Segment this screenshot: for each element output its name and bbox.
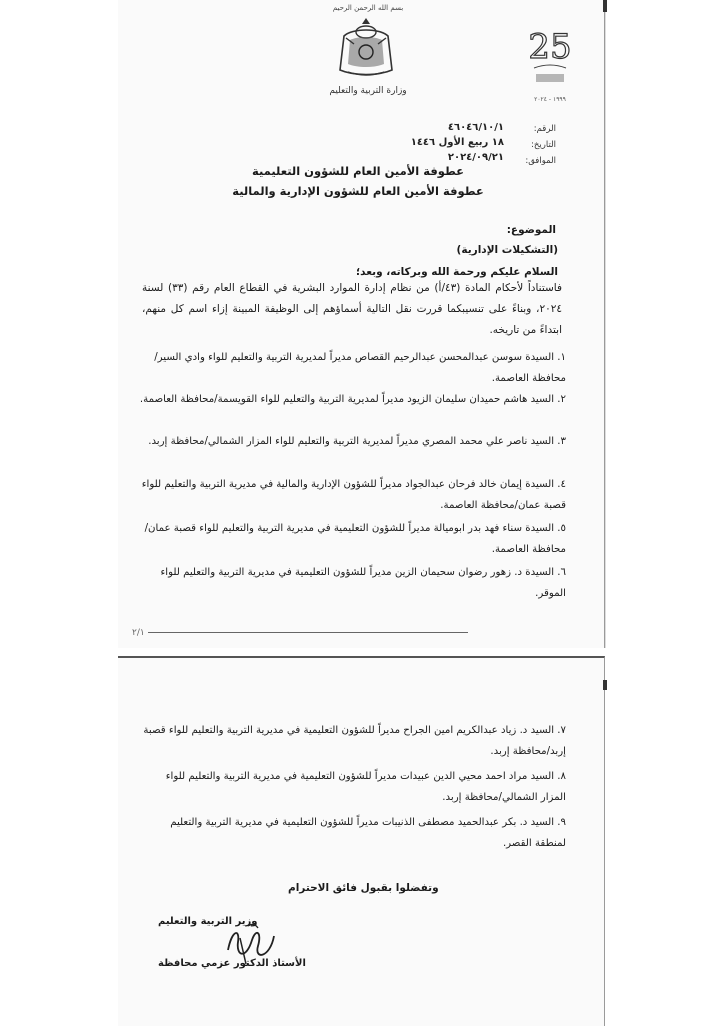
logo-years: ١٩٩٩ - ٢٠٢٤ <box>534 96 566 103</box>
ref-value: ٤٦٠٤٦/١٠/١ <box>447 122 504 133</box>
list-item-2: ٢. السيد هاشم حميدان سليمان الزيود مديراً لمديرية التربية والتعليم للواء القويسمة/محافظة العاصمة. <box>139 394 566 405</box>
intro-paragraph: فاستناداً لأحكام المادة (٤٣/أ) من نظام إدارة الموارد البشرية في القطاع العام رقم (٣٣) لسنة ٢٠٢٤، وبناءً على تنسيبكما قررت نقل التالية أسماؤهم إلى الوظيفة المبينة إزاء اسم كل منهم، ابتداءً من تاريخه. <box>142 282 563 336</box>
list-item-4: ٤. السيدة إيمان خالد فرحان عبدالجواد مديراً للشؤون الإدارية والمالية في مديرية التربية والتعليم للواء قصبة عمان/محافظة العاصمة. <box>141 479 566 511</box>
date-value: ١٨ ربيع الأول ١٤٤٦ <box>410 137 504 148</box>
logo-number-text: 25 <box>528 27 572 67</box>
list-item-9: ٩. السيد د. بكر عبدالحميد مصطفى الذنيبات مديراً للشؤون التعليمية في مديرية التربية والتعليم لمنطقة القصر. <box>170 817 566 849</box>
list-item-1: ١. السيدة سوسن عبدالمحسن عبدالرحيم القصاص مديراً لمديرية التربية والتعليم للواء وادي السير/محافظة العاصمة. <box>154 352 566 384</box>
ministry-name: وزارة التربية والتعليم <box>329 86 407 96</box>
greg-date-label: الموافق: <box>525 156 556 166</box>
list-item-8: ٨. السيد مراد احمد محيي الدين عبيدات مديراً للشؤون التعليمية في مديرية التربية والتعليم للواء المزار الشمالي/محافظة إربد. <box>165 771 566 803</box>
page-edge-mark <box>603 0 607 12</box>
letter-page-1 <box>118 0 605 648</box>
page-edge-mark <box>603 680 607 690</box>
page-number: ٢/١ <box>132 628 145 638</box>
greeting: السلام عليكم ورحمة الله وبركاته، وبعد؛ <box>355 266 558 278</box>
list-item-7: ٧. السيد د. زياد عبدالكريم امين الجراح مديراً للشؤون التعليمية في مديرية التربية والتعليم للواء قصبة إربد/محافظة إربد. <box>143 725 566 757</box>
jordan-crest-logo <box>330 14 402 80</box>
footer-divider <box>148 632 468 633</box>
list-item-5: ٥. السيدة سناء فهد بدر ابوميالة مديراً للشؤون التعليمية في مديرية التربية والتعليم للواء قصبة عمان/محافظة العاصمة. <box>144 523 566 555</box>
subject-value: (التشكيلات الإدارية) <box>456 244 558 256</box>
signatory-title: وزير التربية والتعليم <box>158 916 258 927</box>
list-item-3: ٣. السيد ناصر علي محمد المصري مديراً لمديرية التربية والتعليم للواء المزار الشمالي/محافظة إربد. <box>148 436 566 447</box>
greg-date-value: ٢٠٢٤/٠٩/٢١ <box>447 152 504 163</box>
addressee-1: عطوفة الأمين العام للشؤون التعليمية <box>251 164 465 178</box>
date-label: التاريخ: <box>531 140 556 150</box>
subject-label: الموضوع: <box>506 224 556 236</box>
signatory-name: الأستاذ الدكتور عزمي محافظة <box>158 958 306 969</box>
anniversary-25-logo <box>528 18 572 98</box>
closing-salutation: وتفضلوا بقبول فائق الاحترام <box>288 882 439 894</box>
letter-page-2 <box>118 656 605 1026</box>
addressee-2: عطوفة الأمين العام للشؤون الإدارية والمالية <box>232 184 484 198</box>
basmala: بسم الله الرحمن الرحيم <box>332 4 404 12</box>
list-item-6: ٦. السيدة د. زهور رضوان سحيمان الزين مديراً للشؤون التعليمية في مديرية التربية والتعليم للواء الموقر. <box>160 567 566 599</box>
ref-label: الرقم: <box>533 124 556 134</box>
